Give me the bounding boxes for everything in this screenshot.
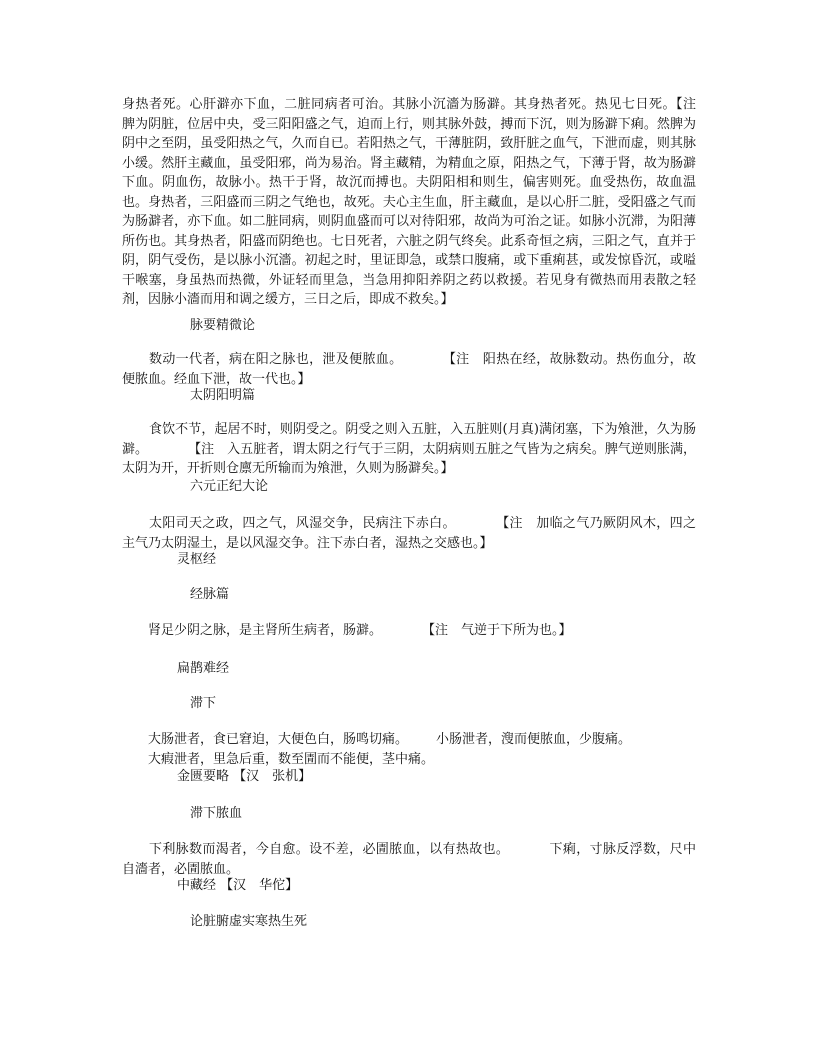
text-line [148, 730, 708, 750]
book-heading-lingshu: 灵枢经 [177, 552, 217, 567]
paragraph-jingui [122, 840, 696, 879]
book-heading-bianque: 扁鹊难经 [177, 661, 230, 676]
commentary-note: 【注 气逆于下所为也。】 [422, 623, 572, 638]
paragraph-commentary-1: 身热者死。心肝澼亦下血，二脏同病者可治。其脉小沉濇为肠澼。其身热者死。热见七日死。【注 脾为阴脏，位居中央，受三阳阳盛之气，迫而上行，则其脉外鼓，搏而下沉，则为肠澼下痢。然脾为阴中之至阴，虽受阳热之气，久而自已。若阳热之气，干薄脏阴，致肝脏之血气，下泄而虚，则其脉小缓。然肝主藏血，虽受阳邪，尚为易治。肾主藏精，为精血之原，阳热之气，下薄于肾，故为肠澼下血。阴血伤，故脉小。热干于肾，故沉而搏也。夫阴阳相和则生，偏害则死。血受热伤，故血温也。身热者，三阳盛而三阴之气绝也，故死。夫心主生血，肝主藏血，是以心肝二脏，受阳盛之气而为肠澼者，亦下血。如二脏同病，则阴血盛而可以对待阳邪，故尚为可治之证。如脉小沉滞，为阳薄所伤也。其身热者，阳盛而阴绝也。七日死者，六脏之阴气终矣。此系奇恒之病，三阳之气，直并于阴，阴气受伤，是以脉小沉濇。初起之时，里证即急，或禁口腹痛，或下重痢甚，或发惊昏沉，或嗌干喉塞，身虽热而热微，外证轻而里急，当急用抑阳养阴之药以救援。若见身有微热而用表散之轻剂，因脉小濇而用和调之缓方，三日之后，即成不救矣。】 [122, 97, 710, 307]
paragraph-liuyuan [122, 514, 696, 553]
classic-text: 大肠泄者，食已窘迫，大便色白，肠鸣切痛。 [148, 732, 409, 747]
section-heading-maiyao: 脉要精微论 [190, 318, 256, 333]
section-heading-taiyin: 太阴阳明篇 [190, 388, 256, 403]
classic-text: 下痢，寸脉反浮数，尺中自濇者，必圊脓血。 [122, 842, 696, 877]
section-heading-lunzang: 论脏腑虚实寒热生死 [190, 914, 308, 929]
classic-text: 太阳司天之政，四之气，风湿交争，民病注下赤白。 [149, 516, 456, 531]
text-line: 大瘕泄者，里急后重，数至圊而不能便，茎中痛。 [148, 751, 435, 767]
section-heading-liuyuan: 六元正纪大论 [190, 479, 269, 494]
classic-text: 数动一代者，病在阳之脉也，泄及便脓血。 [149, 352, 403, 367]
commentary-note: 【注 入五脏者，谓太阴之行气于三阴，太阴病则五脏之气皆为之病矣。脾气逆则胀满，太阴为开，开折则仓廪无所输而为飧泄，久则为肠澼矣。】 [122, 441, 696, 476]
paragraph-zhixia [148, 730, 708, 769]
commentary-note: 【注 阳热在经，故脉数动。热伤血分，故便脓血。经血下泄，故一代也。】 [122, 352, 696, 387]
classic-text: 肾足少阴之脉，是主肾所生病者，肠澼。 [148, 623, 383, 638]
section-heading-zhixia-nongxue: 滞下脓血 [190, 806, 243, 821]
book-heading-jingui: 金匮要略 【汉 张机】 [177, 769, 312, 784]
paragraph-taiyin [122, 420, 696, 479]
section-heading-jingmai: 经脉篇 [190, 587, 230, 602]
book-heading-zhongzang: 中藏经 【汉 华佗】 [177, 878, 299, 893]
section-heading-zhixia: 滞下 [190, 696, 217, 711]
paragraph-maiyao [122, 350, 696, 389]
classic-text: 下利脉数而渴者，今自愈。设不差，必圊脓血，以有热故也。 [149, 842, 510, 857]
classic-text: 食饮不节，起居不时，则阴受之。阴受之则入五脏，入五脏则(月真)满闭塞，下为飧泄，久为肠澼。 [122, 422, 696, 457]
commentary-note: 【注 加临之气乃厥阴风木，四之主气乃太阴湿土，是以风湿交争。注下赤白者，湿热之交感也。】 [122, 516, 696, 551]
classic-text: 小肠泄者，溲而便脓血，少腹痛。 [436, 732, 632, 747]
paragraph-jingmai [148, 621, 708, 641]
